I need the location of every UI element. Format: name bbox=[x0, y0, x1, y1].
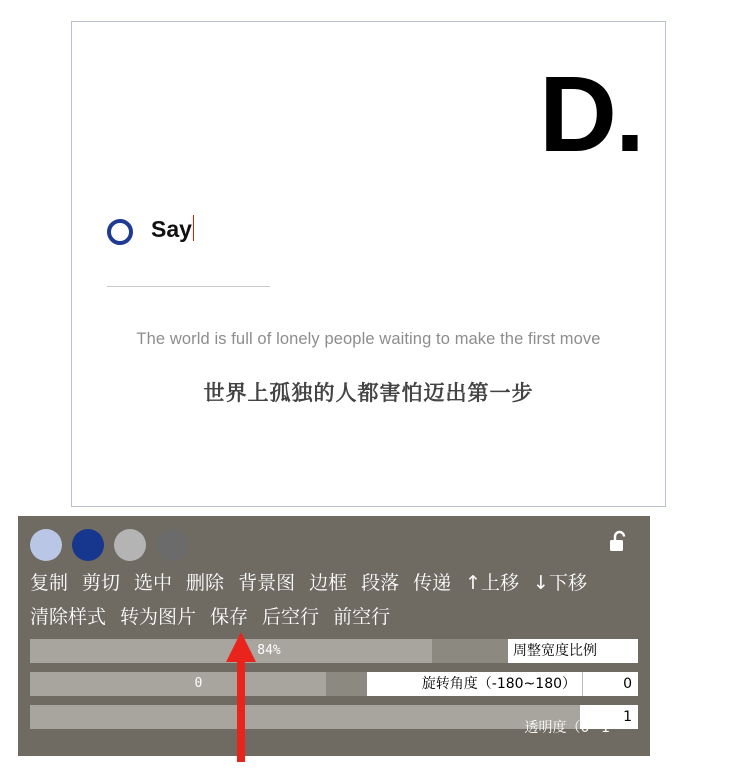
menu-item-delete[interactable]: 删除 bbox=[186, 571, 225, 594]
swatch-light-blue[interactable] bbox=[30, 529, 62, 561]
rotation-angle-slider[interactable] bbox=[30, 672, 367, 696]
rotation-angle-label: 旋转角度（-180~180） bbox=[367, 672, 582, 696]
menu-item-select[interactable]: 选中 bbox=[134, 571, 173, 594]
bullet-circle-icon bbox=[107, 219, 133, 245]
width-scale-row bbox=[30, 639, 638, 663]
swatch-light-gray[interactable] bbox=[114, 529, 146, 561]
width-scale-label: 周整宽度比例 bbox=[508, 639, 638, 663]
menu-item-paragraph[interactable]: 段落 bbox=[361, 571, 400, 594]
opacity-slider[interactable] bbox=[30, 705, 580, 729]
toolbar-menu-row-1 bbox=[30, 566, 638, 596]
menu-item-blank-line-after[interactable]: 后空行 bbox=[262, 605, 320, 628]
bullet-text-value: Say bbox=[151, 216, 192, 242]
slide-canvas[interactable] bbox=[71, 21, 666, 507]
rotation-angle-slider-value: 0 bbox=[194, 676, 203, 691]
width-scale-slider[interactable] bbox=[30, 639, 508, 663]
width-scale-value: 84% bbox=[257, 643, 281, 658]
swatch-dark-gray[interactable] bbox=[156, 529, 188, 561]
slide-english-line: The world is full of lonely people waiting to make the first move bbox=[136, 330, 601, 348]
editor-toolbar-panel bbox=[18, 516, 650, 756]
text-cursor-caret bbox=[193, 215, 194, 241]
slide-bullet-row[interactable] bbox=[107, 215, 270, 287]
menu-item-blank-line-before[interactable]: 前空行 bbox=[333, 605, 391, 628]
toolbar-menu-row-2 bbox=[30, 600, 638, 630]
slide-bullet-text[interactable] bbox=[151, 215, 194, 243]
rotation-angle-input[interactable]: 0 bbox=[582, 672, 638, 696]
menu-item-background-image[interactable]: 背景图 bbox=[238, 571, 296, 594]
slide-big-letter: D. bbox=[539, 53, 643, 174]
menu-item-move-up[interactable]: ↑上移 bbox=[465, 571, 520, 594]
menu-item-convert-to-image[interactable]: 转为图片 bbox=[120, 605, 197, 628]
opacity-slider-fill bbox=[30, 705, 580, 729]
menu-item-border[interactable]: 边框 bbox=[309, 571, 348, 594]
slide-chinese-line: 世界上孤独的人都害怕迈出第一步 bbox=[203, 382, 534, 405]
color-swatch-row bbox=[30, 526, 638, 564]
menu-item-cut[interactable]: 剪切 bbox=[82, 571, 121, 594]
menu-item-transfer[interactable]: 传递 bbox=[413, 571, 452, 594]
rotation-angle-row bbox=[30, 672, 638, 696]
menu-item-clear-style[interactable]: 清除样式 bbox=[30, 605, 107, 628]
opacity-input[interactable]: 1 bbox=[580, 705, 638, 729]
opacity-row bbox=[30, 705, 638, 729]
menu-item-save[interactable]: 保存 bbox=[210, 605, 249, 628]
menu-item-move-down[interactable]: ↓下移 bbox=[533, 571, 587, 594]
opacity-label: 透明度（0~1 bbox=[524, 720, 610, 736]
unlock-icon[interactable] bbox=[608, 530, 630, 554]
menu-item-copy[interactable]: 复制 bbox=[30, 571, 69, 594]
swatch-dark-blue[interactable] bbox=[72, 529, 104, 561]
